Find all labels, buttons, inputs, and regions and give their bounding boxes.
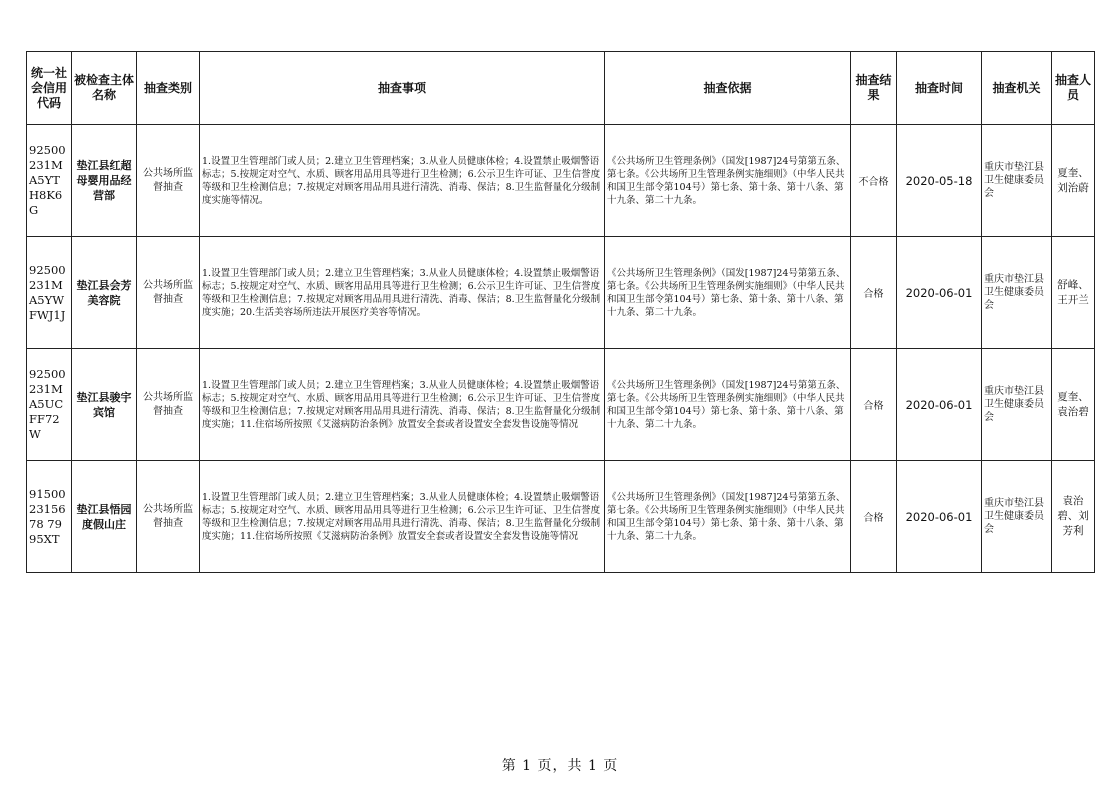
table-header-row xyxy=(27,52,1095,125)
entity-name-cell: 垫江县悟园度假山庄 xyxy=(72,461,137,573)
credit-code-cell: 915002315678 7995XT xyxy=(27,461,72,573)
agency-cell: 重庆市垫江县卫生健康委员会 xyxy=(982,125,1052,237)
agency-cell: 重庆市垫江县卫生健康委员会 xyxy=(982,349,1052,461)
table-row xyxy=(27,125,1095,237)
basis-cell: 《公共场所卫生管理条例》（国发[1987]24号第第五条、第七条。《公共场所卫生管理条例实施细则》（中华人民共和国卫生部令第104号）第七条、第十条、第十八条、第十九条、第二十九条。 xyxy=(605,349,851,461)
header-items: 抽查事项 xyxy=(200,52,605,125)
table-row xyxy=(27,461,1095,573)
result-cell: 合格 xyxy=(851,461,897,573)
entity-name-cell: 垫江县会芳美容院 xyxy=(72,237,137,349)
items-cell: 1.设置卫生管理部门或人员；2.建立卫生管理档案；3.从业人员健康体检；4.设置禁止吸烟警语标志；5.按规定对空气、水质、顾客用品用具等进行卫生检测；6.公示卫生许可证、卫生信誉度等级和卫生检测信息；7.按规定对顾客用品用具进行清洗、消毒、保洁；8.卫生监督量化分级制度实施等情况。 xyxy=(200,125,605,237)
header-date: 抽查时间 xyxy=(897,52,982,125)
staff-cell: 夏奎、袁治碧 xyxy=(1052,349,1095,461)
result-cell: 合格 xyxy=(851,237,897,349)
table-row xyxy=(27,349,1095,461)
entity-name-cell: 垫江县骏宇宾馆 xyxy=(72,349,137,461)
header-credit-code: 统一社会信用代码 xyxy=(27,52,72,125)
agency-cell: 重庆市垫江县卫生健康委员会 xyxy=(982,237,1052,349)
agency-cell: 重庆市垫江县卫生健康委员会 xyxy=(982,461,1052,573)
header-category: 抽查类别 xyxy=(137,52,200,125)
inspection-sheet xyxy=(26,51,1095,573)
items-cell: 1.设置卫生管理部门或人员；2.建立卫生管理档案；3.从业人员健康体检；4.设置禁止吸烟警语标志；5.按规定对空气、水质、顾客用品用具等进行卫生检测；6.公示卫生许可证、卫生信誉度等级和卫生检测信息；7.按规定对顾客用品用具进行清洗、消毒、保洁；8.卫生监督量化分级制度实施；11.住宿场所按照《艾滋病防治条例》放置安全套或者设置安全套发售设施等情况 xyxy=(200,461,605,573)
page-number-footer: 第 1 页，共 1 页 xyxy=(501,758,619,774)
category-cell: 公共场所监督抽查 xyxy=(137,461,200,573)
basis-cell: 《公共场所卫生管理条例》（国发[1987]24号第第五条、第七条。《公共场所卫生管理条例实施细则》（中华人民共和国卫生部令第104号）第七条、第十条、第十八条、第十九条、第二十九条。 xyxy=(605,237,851,349)
category-cell: 公共场所监督抽查 xyxy=(137,125,200,237)
header-entity-name: 被检查主体名称 xyxy=(72,52,137,125)
category-cell: 公共场所监督抽查 xyxy=(137,237,200,349)
header-agency: 抽查机关 xyxy=(982,52,1052,125)
basis-cell: 《公共场所卫生管理条例》（国发[1987]24号第第五条、第七条。《公共场所卫生管理条例实施细则》（中华人民共和国卫生部令第104号）第七条、第十条、第十八条、第十九条、第二十九条。 xyxy=(605,461,851,573)
items-cell: 1.设置卫生管理部门或人员；2.建立卫生管理档案；3.从业人员健康体检；4.设置禁止吸烟警语标志；5.按规定对空气、水质、顾客用品用具等进行卫生检测；6.公示卫生许可证、卫生信誉度等级和卫生检测信息；7.按规定对顾客用品用具进行清洗、消毒、保洁；8.卫生监督量化分级制度实施；11.住宿场所按照《艾滋病防治条例》放置安全套或者设置安全套发售设施等情况 xyxy=(200,349,605,461)
date-cell: 2020-05-18 xyxy=(897,125,982,237)
table-row xyxy=(27,237,1095,349)
credit-code-cell: 92500231MA5UCFF72W xyxy=(27,349,72,461)
category-cell: 公共场所监督抽查 xyxy=(137,349,200,461)
items-cell: 1.设置卫生管理部门或人员；2.建立卫生管理档案；3.从业人员健康体检；4.设置禁止吸烟警语标志；5.按规定对空气、水质、顾客用品用具等进行卫生检测；6.公示卫生许可证、卫生信誉度等级和卫生检测信息；7.按规定对顾客用品用具进行清洗、消毒、保洁；8.卫生监督量化分级制度实施；20.生活美容场所违法开展医疗美容等情况。 xyxy=(200,237,605,349)
date-cell: 2020-06-01 xyxy=(897,349,982,461)
staff-cell: 夏奎、刘治蔚 xyxy=(1052,125,1095,237)
staff-cell: 袁治碧、刘芳利 xyxy=(1052,461,1095,573)
date-cell: 2020-06-01 xyxy=(897,237,982,349)
staff-cell: 舒峰、王开兰 xyxy=(1052,237,1095,349)
header-basis: 抽查依据 xyxy=(605,52,851,125)
header-staff: 抽查人员 xyxy=(1052,52,1095,125)
inspection-table xyxy=(26,51,1095,573)
result-cell: 不合格 xyxy=(851,125,897,237)
date-cell: 2020-06-01 xyxy=(897,461,982,573)
credit-code-cell: 92500231MA5YTH8K6G xyxy=(27,125,72,237)
result-cell: 合格 xyxy=(851,349,897,461)
header-result: 抽查结果 xyxy=(851,52,897,125)
credit-code-cell: 92500231MA5YWFWJ1J xyxy=(27,237,72,349)
basis-cell: 《公共场所卫生管理条例》（国发[1987]24号第第五条、第七条。《公共场所卫生管理条例实施细则》（中华人民共和国卫生部令第104号）第七条、第十条、第十八条、第十九条、第二十九条。 xyxy=(605,125,851,237)
entity-name-cell: 垫江县红超母婴用品经营部 xyxy=(72,125,137,237)
